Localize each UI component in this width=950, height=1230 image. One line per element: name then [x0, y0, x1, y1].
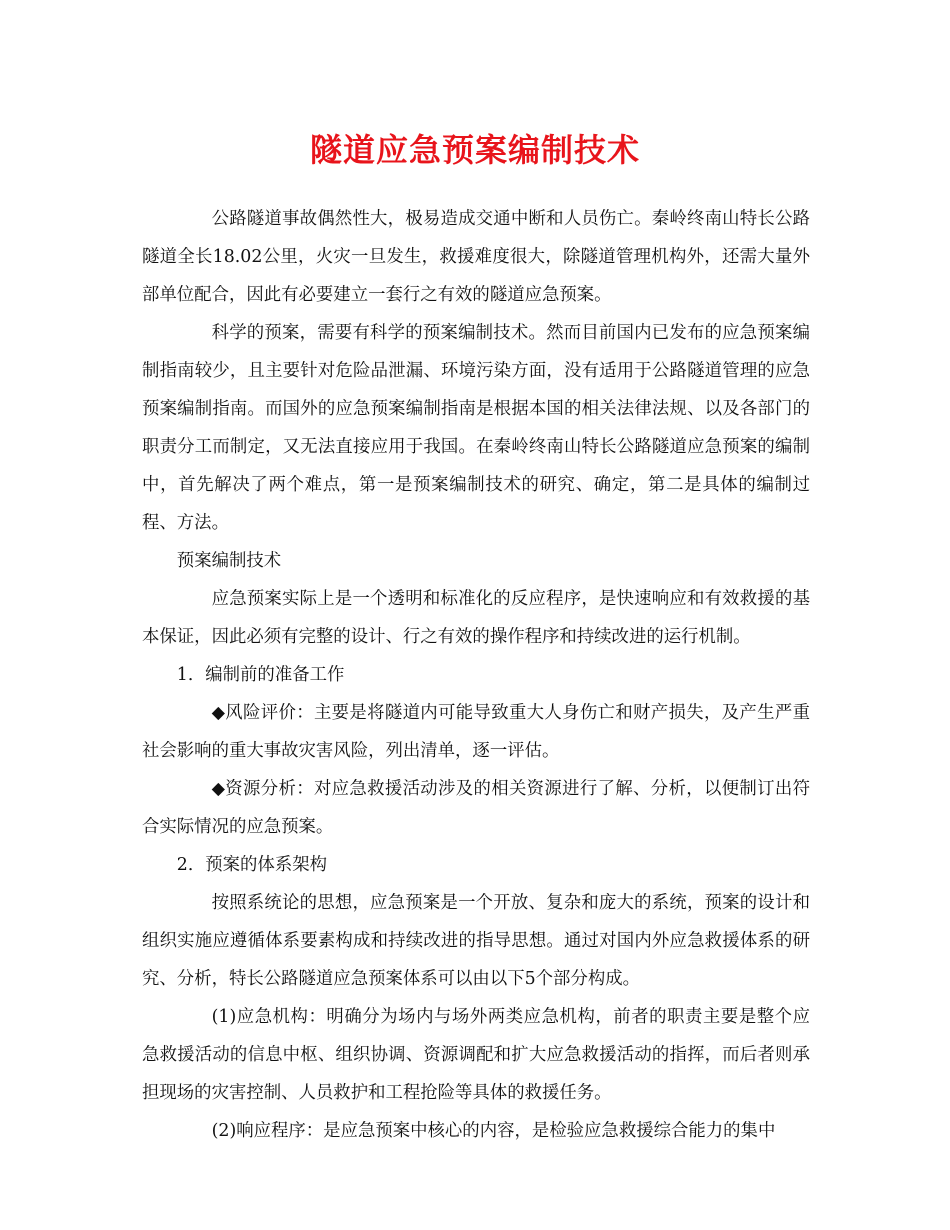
bullet-risk-assessment: ◆风险评价：主要是将隧道内可能导致重大人身伤亡和财产损失，及产生严重社会影响的重大事故灾害风险，列出清单，逐一评估。: [142, 703, 810, 761]
paragraph-emergency-organization: (1)应急机构：明确分为场内与场外两类应急机构，前者的职责主要是整个应急救援活动的信息中枢、组织协调、资源调配和扩大应急救援活动的指挥，而后者则承担现场的灾害控制、人员救护和工程抢险等具体的救援任务。: [142, 1007, 810, 1103]
document-body: [142, 200, 810, 1150]
document-title: 隧道应急预案编制技术: [309, 131, 640, 169]
subheading-system-architecture: 2．预案的体系架构: [176, 855, 327, 875]
bullet-resource-analysis: ◆资源分析：对应急救援活动涉及的相关资源进行了解、分析，以便制订出符合实际情况的应急预案。: [142, 779, 810, 837]
subheading-preparation: 1．编制前的准备工作: [176, 665, 345, 685]
section-heading-plan-technique: 预案编制技术: [176, 551, 282, 571]
paragraph-intro: 公路隧道事故偶然性大，极易造成交通中断和人员伤亡。秦岭终南山特长公路隧道全长18.02公里，火灾一旦发生，救援难度很大，除隧道管理机构外，还需大量外部单位配合，因此有必要建立一套行之有效的隧道应急预案。: [142, 209, 810, 305]
paragraph-plan-definition: 应急预案实际上是一个透明和标准化的反应程序，是快速响应和有效救援的基本保证，因此必须有完整的设计、行之有效的操作程序和持续改进的运行机制。: [142, 589, 810, 647]
paragraph-scientific-plan: 科学的预案，需要有科学的预案编制技术。然而目前国内已发布的应急预案编制指南较少，且主要针对危险品泄漏、环境污染方面，没有适用于公路隧道管理的应急预案编制指南。而国外的应急预案编制指南是根据本国的相关法律法规、以及各部门的职责分工而制定，又无法直接应用于我国。在秦岭终南山特长公路隧道应急预案的编制中，首先解决了两个难点，第一是预案编制技术的研究、确定，第二是具体的编制过程、方法。: [142, 323, 810, 533]
paragraph-system-theory: 按照系统论的思想，应急预案是一个开放、复杂和庞大的系统，预案的设计和组织实施应遵循体系要素构成和持续改进的指导思想。通过对国内外应急救援体系的研究、分析，特长公路隧道应急预案体系可以由以下5个部分构成。: [142, 893, 810, 989]
paragraph-response-procedure: (2)响应程序：是应急预案中核心的内容，是检验应急救援综合能力的集中: [211, 1121, 776, 1141]
